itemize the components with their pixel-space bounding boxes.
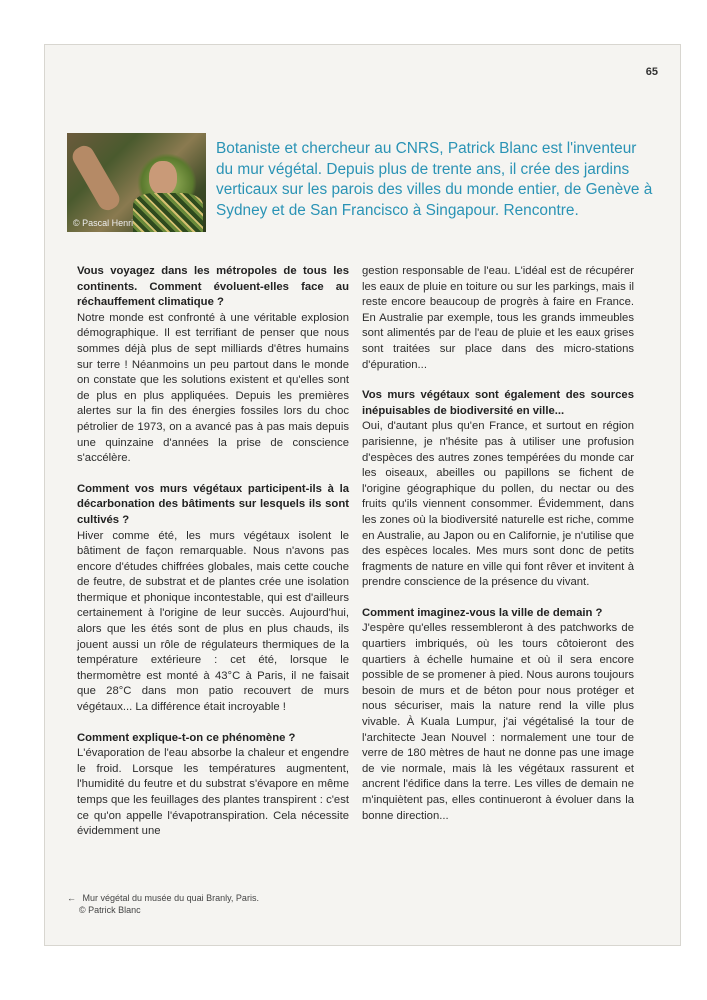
arrow-left-icon: ← [67, 893, 76, 903]
answer-paragraph: Oui, d'autant plus qu'en France, et surtout en région parisienne, je n'hésite pas à utiliser une profusion d'espèces des autres zones tempérées du monde car les oiseaux, abeilles ou papillons se fichent de l'origine géographique du pollen, du nectar ou des fruits qu'ils viennent consommer. Évidemment, dans les zones où la biodiversité naturelle est riche, comme en Australie, au Japon ou en Californie, je n'utilise que des espèces locales. Mes murs sont donc de petits fragments de nature en ville qui font rêver et invitent à prendre conscience de la présence du vivant. [362, 420, 634, 589]
answer-paragraph: gestion responsable de l'eau. L'idéal est de récupérer les eaux de pluie en toiture ou sur les parkings, mais il reste encore beaucoup de progrès à faire en France. En Australie par exemple, tous les grands immeubles sont alimentés par de l'eau de pluie et les eaux grises sont traitées sur place dans des micro-stations d'épuration... [362, 265, 634, 371]
question-heading: Vous voyagez dans les métropoles de tous les continents. Comment évoluent-elles face au réchauffement climatique ? [77, 265, 349, 309]
question-heading: Comment explique-t-on ce phénomène ? [77, 731, 296, 744]
shirt-shape [133, 193, 203, 232]
caption-credit: © Patrick Blanc [79, 905, 141, 915]
right-column [362, 264, 634, 824]
question-heading: Vos murs végétaux sont également des sources inépuisables de biodiversité en ville... [362, 389, 634, 417]
answer-paragraph: Notre monde est confronté à une véritable explosion démographique. Il est terrifiant de penser que nous sommes déjà plus de sept milliards d'êtres humains sur terre ! Néanmoins un peu partout dans le monde on constate que les solutions existent et qu'elles sont de plus en plus appliquées. Depuis les premières alertes sur la fin des énergies fossiles lors du choc pétrolier de 1973, on a avancé pas à pas mais depuis une quinzaine d'années la prise de conscience s'accélère. [77, 311, 349, 465]
arm-shape [69, 142, 123, 214]
answer-paragraph: L'évaporation de l'eau absorbe la chaleur et engendre le froid. Lorsque les températures augmentent, l'humidité du feutre et du substrat s'évapore en même temps que les feuillages des plantes transpirent : c'est ce qu'on appelle l'évapotranspiration. Cela nécessite évidemment une [77, 747, 349, 838]
answer-paragraph: J'espère qu'elles ressembleront à des patchworks de quartiers imbriqués, où les tours côtoieront des quartiers à échelle humaine et où il sera encore possible de se promener à pied. Nous aurons toujours besoin de murs et de béton pour nous protéger et nous sécuriser, mais la nature rend la ville plus vivable. À Kuala Lumpur, j'ai végétalisé la tour de l'architecte Jean Nouvel : normalement une tour de verre de 180 mètres de haut ne donne pas une image de vie normale, mais là les végétaux rassurent et ancrent l'édifice dans la terre. Les villes de demain ne m'inquiètent pas, elles continueront à évoluer dans la bonne direction... [362, 622, 634, 822]
left-column [77, 264, 349, 840]
photo-credit: © Pascal Henri [73, 218, 134, 228]
page-number: 65 [645, 66, 658, 78]
photo-caption [67, 892, 259, 916]
magazine-page [44, 44, 681, 946]
caption-text: Mur végétal du musée du quai Branly, Paris. [82, 893, 259, 903]
answer-paragraph: Hiver comme été, les murs végétaux isolent le bâtiment de façon remarquable. Nous n'avons pas encore d'études chiffrées globales, mais cette couche de feutre, de substrat et de plantes crée une isolation thermique et phonique incontestable, qui est d'ailleurs certainement à l'origine de leur succès. Aujourd'hui, alors que les étés sont de plus en plus chauds, ils jouent aussi un rôle de régulateurs thermiques de la température extérieure : cet été, lorsque le thermomètre est monté à 43°C à Paris, il ne faisait que 28°C dans mon patio recouvert de murs végétaux... La différence était incroyable ! [77, 529, 349, 714]
face-shape [149, 161, 177, 195]
intro-paragraph: Botaniste et chercheur au CNRS, Patrick Blanc est l'inventeur du mur végétal. Depuis plus de trente ans, il crée des jardins verticaux sur les parois des villes du monde entier, de Genève à Sydney et de San Francisco à Singapour. Rencontre. [216, 140, 653, 219]
portrait-photo [67, 133, 206, 232]
question-heading: Comment imaginez-vous la ville de demain ? [362, 606, 603, 619]
question-heading: Comment vos murs végétaux participent-ils à la décarbonation des bâtiments sur lesquels ils sont cultivés ? [77, 482, 349, 526]
